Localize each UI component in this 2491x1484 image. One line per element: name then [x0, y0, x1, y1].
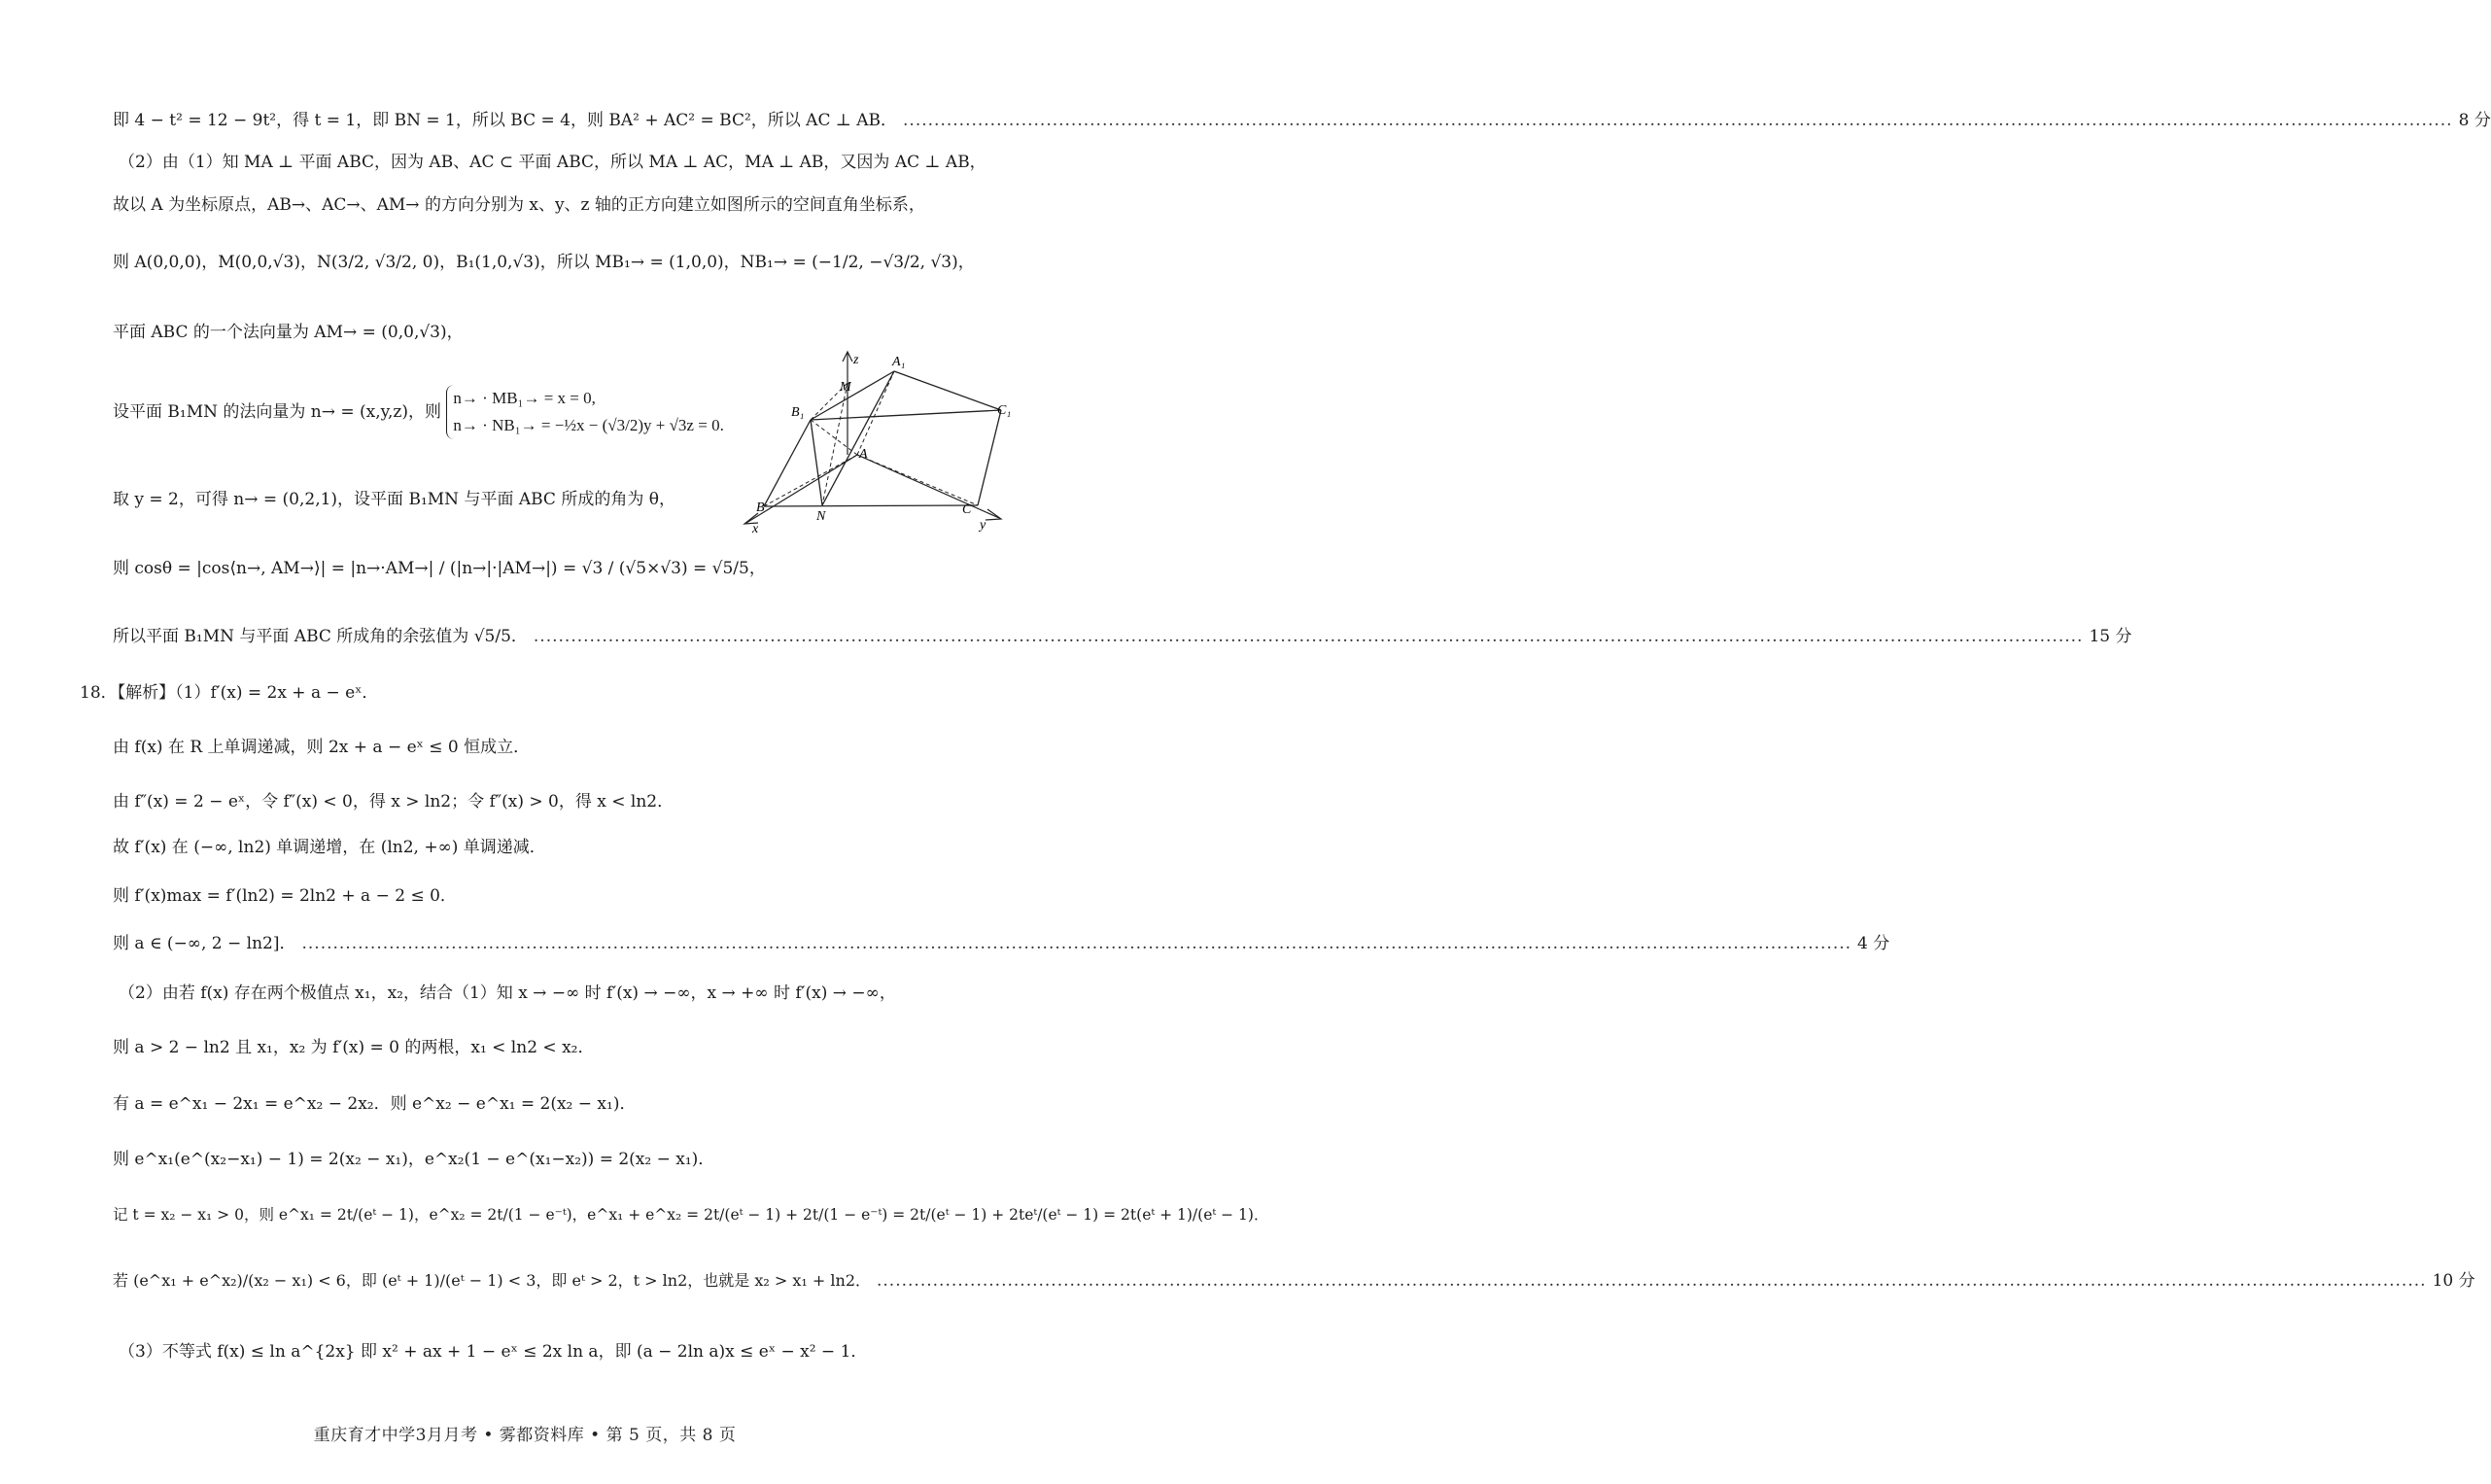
line-8: 则 cosθ = |cos⟨n→, AM→⟩| = |n→·AM→| / (|n→|·|AM→|) = √3 / (√5×√3) = √5/5，	[113, 559, 766, 578]
edge-A1-C1	[894, 371, 1001, 410]
label-C1: C₁	[997, 403, 1012, 418]
label-z: z	[853, 353, 859, 367]
line-15	[113, 932, 1890, 955]
label-C: C	[962, 502, 972, 517]
label-M: M	[840, 380, 851, 395]
label-B: B	[756, 500, 765, 515]
line-1	[113, 109, 2491, 132]
edge-A-A1	[857, 371, 894, 455]
dot-leader	[534, 625, 2084, 648]
line-21	[113, 1269, 2475, 1293]
line-13: 故 f′(x) 在 (−∞, ln2) 单调递增，在 (ln2, +∞) 单调递减．	[113, 838, 546, 857]
page-footer: 重庆育才中学3月月考 • 雾都资料库 • 第 5 页，共 8 页	[313, 1426, 737, 1445]
line-21-text: 若 (e^x₁ + e^x₂)/(x₂ − x₁) < 6，即 (eᵗ + 1)/(eᵗ − 1) < 3，即 eᵗ > 2，t > ln2，也就是 x₂ > x₁ + ln2．	[113, 1271, 871, 1290]
line-6-text: 设平面 B₁MN 的法向量为 n→ = (x,y,z)，则	[113, 402, 442, 422]
edge-A1-N	[822, 371, 894, 505]
edge-B1-N	[811, 420, 822, 505]
line-2: （2）由（1）知 MA ⊥ 平面 ABC，因为 AB、AC ⊂ 平面 ABC，所以 MA ⊥ AC，MA ⊥ AB，又因为 AC ⊥ AB，	[119, 153, 986, 172]
line-18: 有 a = e^x₁ − 2x₁ = e^x₂ − 2x₂．则 e^x₂ − e^x₁ = 2(x₂ − x₁)．	[113, 1094, 637, 1114]
label-N: N	[816, 509, 826, 524]
equation-2: n→ · NB₁→ = −½x − (√3/2)y + √3z = 0.	[453, 416, 724, 434]
equation-1: n→ · MB₁→ = x = 0,	[453, 389, 596, 407]
score-mark: 4 分	[1857, 934, 1890, 953]
line-12: 由 f″(x) = 2 − eˣ，令 f″(x) < 0，得 x > ln2；令 f″(x) > 0，得 x < ln2．	[113, 792, 675, 811]
edge-B1-B	[764, 420, 811, 506]
y-axis	[857, 455, 999, 518]
score-mark: 8 分	[2458, 111, 2491, 130]
line-20: 记 t = x₂ − x₁ > 0，则 e^x₁ = 2t/(eᵗ − 1)，e^x₂ = 2t/(1 − e⁻ᵗ)，e^x₁ + e^x₂ = 2t/(eᵗ − 1) + 2t/(1 − e⁻ᵗ) = 2t/(eᵗ − 1) + 2teᵗ/(eᵗ − 1) = 2t(eᵗ + 1)/(eᵗ − 1)．	[113, 1206, 1269, 1224]
line-5: 平面 ABC 的一个法向量为 AM→ = (0,0,√3)，	[113, 323, 464, 342]
line-9-text: 所以平面 B₁MN 与平面 ABC 所成角的余弦值为 √5/5．	[113, 627, 528, 646]
line-1-text: 即 4 − t² = 12 − 9t²，得 t = 1，即 BN = 1，所以 BC = 4，则 BA² + AC² = BC²，所以 AC ⊥ AB．	[113, 111, 898, 130]
line-3: 故以 A 为坐标原点，AB→、AC→、AM→ 的方向分别为 x、y、z 轴的正方向建立如图所示的空间直角坐标系，	[113, 195, 925, 215]
label-A1: A₁	[892, 355, 906, 369]
line-4: 则 A(0,0,0)，M(0,0,√3)，N(3/2, √3/2, 0)，B₁(1,0,√3)，所以 MB₁→ = (1,0,0)，NB₁→ = (−1/2, −√3/2, √3)，	[113, 253, 975, 272]
line-7: 取 y = 2，可得 n→ = (0,2,1)，设平面 B₁MN 与平面 ABC 所成的角为 θ，	[113, 490, 675, 509]
line-19: 则 e^x₁(e^(x₂−x₁) − 1) = 2(x₂ − x₁)，e^x₂(1 − e^(x₁−x₂)) = 2(x₂ − x₁)．	[113, 1150, 715, 1169]
line-16: （2）由若 f(x) 存在两个极值点 x₁，x₂，结合（1）知 x → −∞ 时 f′(x) → −∞，x → +∞ 时 f′(x) → −∞，	[119, 984, 896, 1003]
line-10: 18．【解析】（1）f′(x) = 2x + a − eˣ．	[80, 683, 379, 703]
edge-C1-C	[978, 410, 1001, 505]
line-9	[113, 625, 2132, 648]
label-B1: B₁	[791, 405, 805, 420]
score-mark: 15 分	[2089, 627, 2132, 646]
dot-leader	[903, 109, 2453, 132]
edge-B1-C1	[811, 410, 1001, 420]
label-A: A	[859, 447, 868, 462]
score-mark: 10 分	[2432, 1271, 2475, 1291]
line-6	[113, 385, 724, 439]
line-11: 由 f(x) 在 R 上单调递减，则 2x + a − eˣ ≤ 0 恒成立．	[113, 738, 531, 757]
equation-system	[446, 385, 723, 439]
dot-leader	[301, 932, 1851, 955]
line-17: 则 a > 2 − ln2 且 x₁，x₂ 为 f′(x) = 0 的两根，x₁ < ln2 < x₂．	[113, 1038, 595, 1057]
line-14: 则 f′(x)max = f′(ln2) = 2ln2 + a − 2 ≤ 0．	[113, 886, 457, 906]
label-x: x	[752, 522, 759, 536]
dot-leader	[877, 1269, 2427, 1293]
label-y: y	[980, 518, 986, 533]
line-22: （3）不等式 f(x) ≤ ln a^{2x} 即 x² + ax + 1 − eˣ ≤ 2x ln a，即 (a − 2ln a)x ≤ eˣ − x² − 1．	[119, 1342, 868, 1362]
prism-figure	[737, 348, 1019, 535]
line-15-text: 则 a ∈ (−∞, 2 − ln2]．	[113, 934, 296, 953]
edge-B-C	[764, 505, 978, 506]
